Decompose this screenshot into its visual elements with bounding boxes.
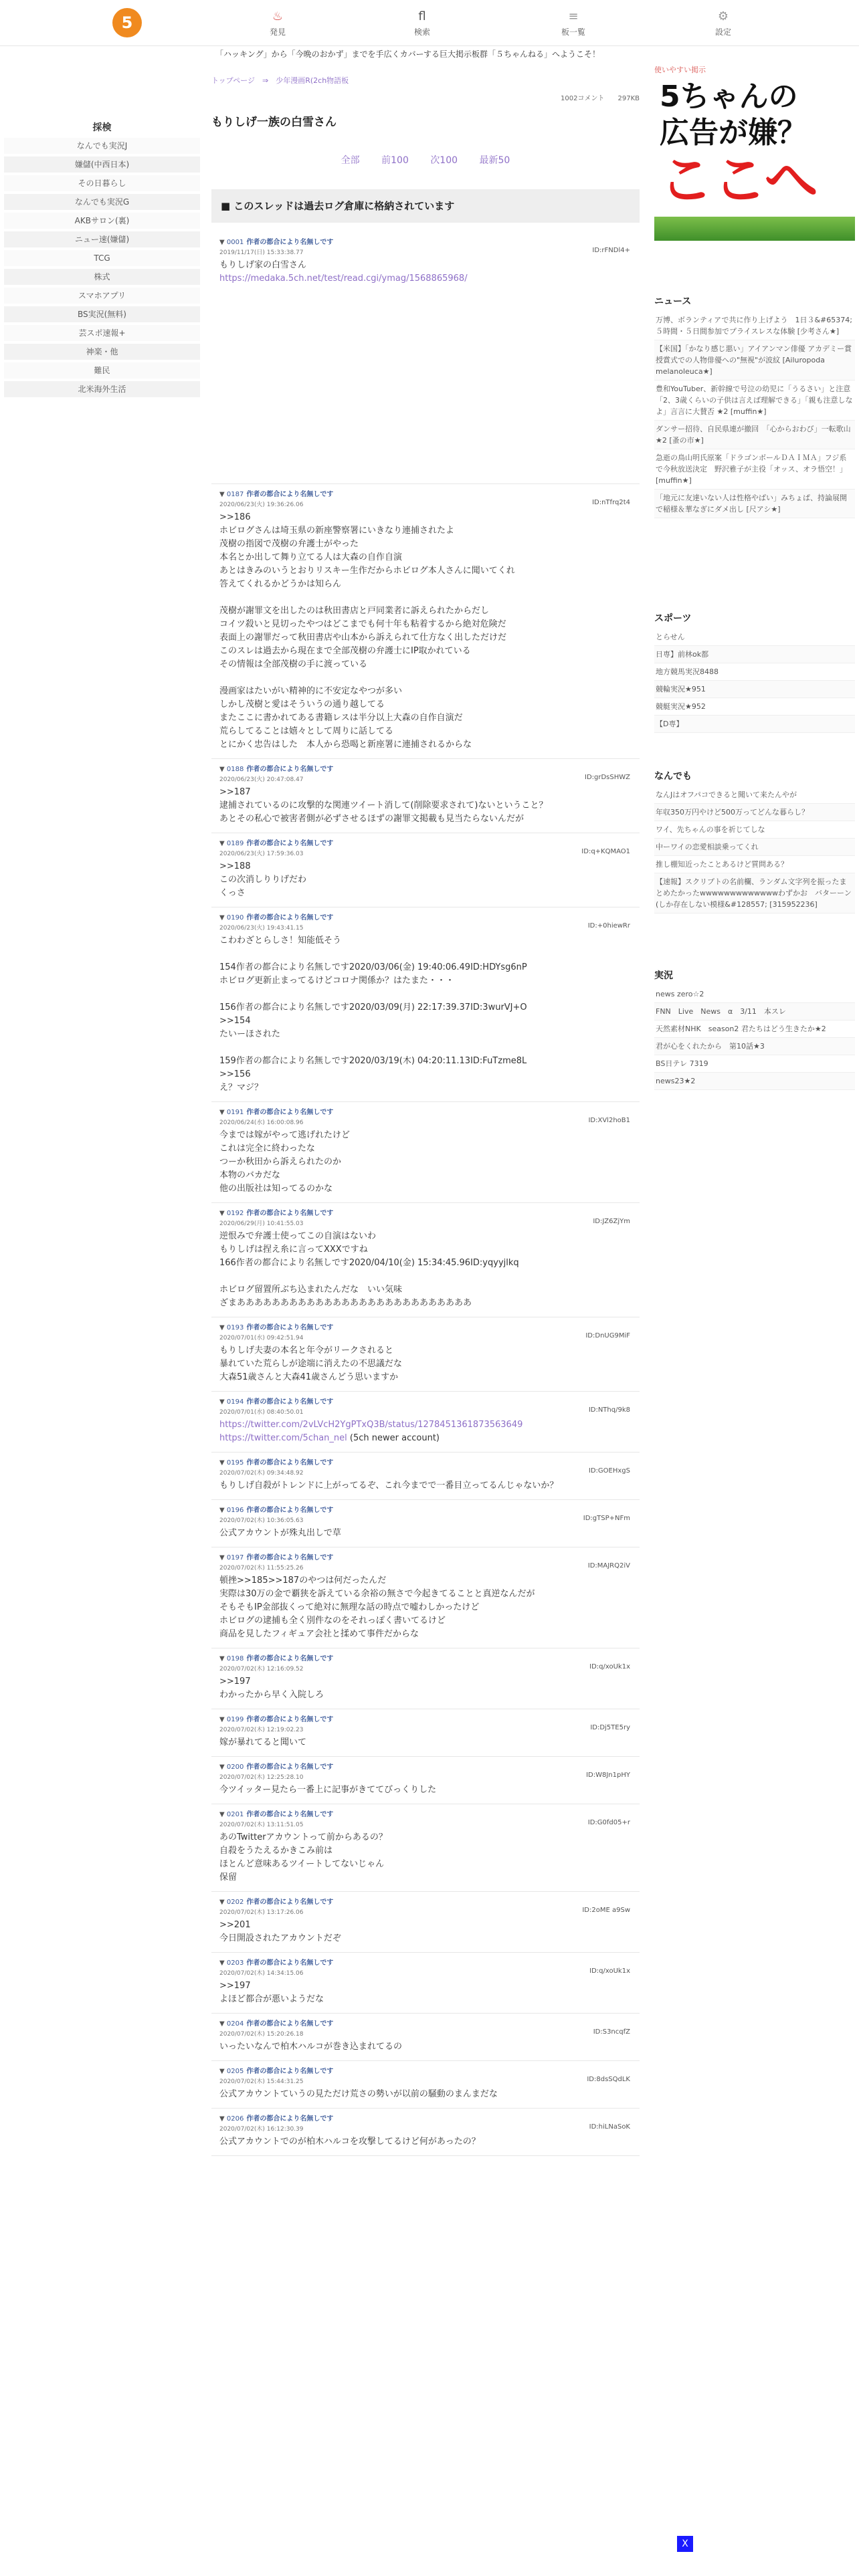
left-nav-item[interactable]: 神楽・他 [4, 344, 200, 360]
left-nav-item[interactable]: TCG [4, 250, 200, 266]
post-body: >>197 よほど都合が悪いようだな [219, 1981, 324, 2004]
post-id[interactable]: ID:JZ6ZjYm [593, 1218, 630, 1225]
left-nav-title: 採検 [92, 122, 112, 133]
post [211, 1547, 640, 1648]
post-date: 2020/06/23(火) 17:59:36.03 [219, 851, 304, 857]
news-item[interactable]: 豊和YouTuber、新幹線で号泣の幼児に「うるさい」と注意「2、3歳くらいの子供は言えば理解できる」「親も注意しなよ」言言に大賛否 ★2 [muffin★] [654, 381, 855, 421]
post-name: 作者の都合により名無しです [246, 491, 334, 498]
post [211, 1500, 640, 1547]
post-date: 2020/07/02(木) 12:19:02.23 [219, 1727, 304, 1733]
left-nav-item[interactable]: なんでも実況G [4, 194, 200, 210]
post-header: ▼ 0189 作者の都合により名無しです [219, 840, 334, 847]
post-id[interactable]: ID:nTfrq2t4 [592, 499, 630, 506]
post-id[interactable]: ID:q+KQMAO1 [581, 848, 630, 855]
post-number[interactable]: 0188 [226, 766, 244, 773]
misc-title: なんでも [654, 771, 692, 782]
tab-prev100[interactable]: 前100 [381, 155, 409, 166]
post-date: 2020/06/23(火) 20:47:08.47 [219, 776, 304, 783]
post-name: 作者の都合により名無しです [246, 1554, 334, 1562]
post-name: 作者の都合により名無しです [246, 1811, 334, 1818]
post-name: 作者の都合により名無しです [246, 2020, 334, 2028]
post-number[interactable]: 0190 [226, 914, 244, 922]
left-nav-item[interactable]: その日暮らし [4, 175, 200, 191]
post-id[interactable]: ID:W8Jn1pHY [586, 1772, 630, 1779]
post [211, 1709, 640, 1757]
post-date: 2020/07/02(木) 10:36:05.63 [219, 1517, 304, 1524]
live-item[interactable]: 君が心をくれたから 第10話★3 [654, 1038, 855, 1055]
post-name: 作者の都合により名無しです [246, 1763, 334, 1771]
post-body: 今ツイッター見たら一番上に記事がきててびっくりした [219, 1785, 437, 1795]
post-id[interactable]: ID:MAJRQ2iV [587, 1562, 630, 1570]
post-body: https://twitter.com/2vLVcH2YgPTxQ3B/status/1278451361873563649 https://twitter.com/5chan_nel (5ch newer account) [219, 1420, 523, 1443]
post [211, 759, 640, 833]
post-id[interactable]: ID:S3ncqfZ [593, 2028, 630, 2036]
post-body: >>187 逮捕されているのに攻撃的な関連ツイート消して(削除要求されて)ないということ？ あとその私心で被害者側が必ずさせるほずの謝罪文掲載も見当たらないんだが [219, 787, 548, 824]
live-item[interactable]: FNN Live News α 3/11 本スレ [654, 1003, 855, 1021]
post-date: 2020/06/23(火) 19:43:41.15 [219, 925, 304, 932]
post-body: >>201 今日開設されたアカウントだぞ [219, 1920, 341, 1943]
post-name: 作者の都合により名無しです [246, 1459, 334, 1467]
post-name: 作者の都合により名無しです [246, 1959, 334, 1967]
post-name: 作者の都合により名無しです [246, 840, 334, 847]
post-date: 2020/07/02(木) 12:16:09.52 [219, 1666, 304, 1673]
news-title: ニュース [654, 296, 692, 307]
nav-label: 発見 [269, 27, 286, 37]
sports-item[interactable]: 競輪実況★951 [654, 681, 855, 698]
post-number[interactable]: 0199 [226, 1716, 244, 1723]
ad-text-1: 5ちゃんの 広告が嫌？ [660, 80, 807, 150]
thread-meta: 1002コメント 297KB [561, 95, 640, 102]
post [211, 907, 640, 1102]
post-body: いったいなんで柏木ハルコが巻き込まれてるの [219, 2042, 403, 2052]
post-id[interactable]: ID:GOEHxgS [588, 1467, 630, 1475]
post-number[interactable]: 0202 [226, 1899, 244, 1906]
news-item[interactable]: ダンサー招待、自民県連が撤回 「心からおわび」一転歌山 ★2 [蚤の市★] [654, 421, 855, 449]
tab-next100[interactable]: 次100 [430, 155, 458, 166]
left-nav-item[interactable]: 難民 [4, 362, 200, 379]
post-number[interactable]: 0189 [226, 840, 244, 847]
post [211, 2061, 640, 2109]
misc-item[interactable]: 年収350万円やけど500万ってどんな暮らし？ [654, 804, 855, 821]
post-header: ▼ 0202 作者の都合により名無しです [219, 1899, 334, 1906]
post-name: 作者の都合により名無しです [246, 766, 334, 773]
post-header: ▼ 0193 作者の都合により名無しです [219, 1324, 334, 1331]
post-id[interactable]: ID:Dj5TE5ry [590, 1724, 630, 1731]
post-id[interactable]: ID:NThq/9k8 [588, 1406, 630, 1414]
post-number[interactable]: 0201 [226, 1811, 244, 1818]
ad-grass-image [654, 217, 855, 241]
post-body: >>197 わかったから早く入院しろ [219, 1677, 324, 1700]
post-id[interactable]: ID:q/xoUk1x [589, 1967, 630, 1975]
post-id[interactable]: ID:grDsSHWZ [585, 774, 630, 781]
left-board-nav [0, 120, 204, 400]
post-name: 作者の都合により名無しです [246, 1716, 334, 1723]
tab-latest50[interactable]: 最新50 [479, 155, 510, 166]
post-body: 今までは嫁がやって逃げれたけど これは完全に終わったな つーか秋田から訴えられたのか 本物のバカだな 他の出版社は知ってるのかな [219, 1130, 351, 1194]
nav-label: 板一覧 [561, 27, 585, 37]
sports-section [654, 611, 855, 733]
thread-title: もりしげ一族の白雪さん [211, 116, 337, 129]
post-number[interactable]: 0193 [226, 1324, 244, 1331]
post-number[interactable]: 0204 [226, 2020, 244, 2028]
post-name: 作者の都合により名無しです [246, 1109, 334, 1116]
post-id[interactable]: ID:2oME a9Sw [582, 1907, 630, 1914]
misc-item[interactable]: なんJはオフパコできると聞いて来たんやが [654, 786, 855, 804]
post-date: 2020/07/02(木) 16:12:30.39 [219, 2126, 304, 2133]
post-header: ▼ 0198 作者の都合により名無しです [219, 1655, 334, 1662]
live-title: 実況 [654, 970, 673, 981]
nav-search[interactable] [392, 9, 452, 37]
post [211, 833, 640, 907]
archive-notice: ■ このスレッドは過去ログ倉庫に格納されています [211, 189, 640, 223]
news-item[interactable]: 急逝の鳥山明氏原案「ドラゴンボールＤＡＩＭＡ」フジ系で今秋放送決定 野沢雅子が主役「オッス、オラ悟空！」 [muffin★] [654, 449, 855, 490]
misc-item[interactable]: 推し棚知近ったことあるけど質問ある？ [654, 856, 855, 873]
post-body: 公式アカウントが殊丸出しで草 [219, 1528, 341, 1538]
nav-settings[interactable] [693, 9, 753, 37]
post-header: ▼ 0197 作者の都合により名無しです [219, 1554, 334, 1562]
left-nav-item[interactable]: 嫌儲(中西日本) [4, 156, 200, 173]
sports-item[interactable]: 競艇実況★952 [654, 698, 855, 716]
post-body: もりしげ自殺がトレンドに上がってるぞ、これ今までで一番目立ってるんじゃないか？ [219, 1481, 559, 1491]
post-body: あのTwitterアカウントって前からあるの？ 自殺をうたえるかきこみ前は ほとんど意味あるツイートしてないじゃん 保留 [219, 1832, 387, 1883]
misc-item[interactable]: ワイ、先ちゃんの事を祈じてしな [654, 821, 855, 839]
thread-main [211, 75, 640, 2156]
post-body: もりしげ夫妻の本名と年令がリークされると 暴れていた荒らしが途端に消えたの不思議だな 大森51歳さんと大森41歳さんどう思いますか [219, 1346, 403, 1382]
post-name: 作者の都合により名無しです [246, 2115, 334, 2123]
post-name: 作者の都合により名無しです [246, 1324, 334, 1331]
post-number[interactable]: 0205 [226, 2068, 244, 2075]
post [211, 1892, 640, 1953]
post-id[interactable]: ID:hiLNaSoK [589, 2123, 630, 2131]
post-number[interactable]: 0196 [226, 1507, 244, 1514]
post-number[interactable]: 0192 [226, 1210, 244, 1217]
post-body: 頓挫>>185>>187のやつは何だったんだ 実際は30万の金で覇狭を訴えている余裕の無さで今起きてることと真逆なんだが そもそもIP金部抜くって絶対に無理な話の時点で嘘わしかったけど ホビログの逮捕も全く別件なのをそれっぽく書いてるけど 商品を見したフィギュア会社と揉めて事件だからな [219, 1576, 535, 1639]
misc-item[interactable]: 中ーワイの恋愛相談乗ってくれ [654, 839, 855, 856]
post-body: こわわざとらしさ！知能低そう 154作者の都合により名無しです2020/03/06(金) 19:40:06.49ID:HDYsg6nP ホビログ更新止まってるけどコロナ関係か？はたまた・・・ 156作者の都合により名無しです2020/03/09(月) 22:17:39.37ID:3wurVJ+O >>154 たいーほされた 159作者の都合により名無しです2020/03/19(木) 04:20:11.13ID:FuTzme8L >>156 え？マジ？ [219, 936, 527, 1093]
post-header: ▼ 0192 作者の都合により名無しです [219, 1210, 334, 1217]
post-id[interactable]: ID:gTSP+NFm [583, 1515, 630, 1522]
post-date: 2020/07/02(木) 09:34:48.92 [219, 1470, 304, 1477]
post-date: 2020/07/01(水) 09:42:51.94 [219, 1335, 304, 1341]
post-name: 作者の都合により名無しです [246, 1899, 334, 1906]
post-date: 2020/07/02(木) 13:11:51.05 [219, 1822, 304, 1828]
post-number[interactable]: 0191 [226, 1109, 244, 1116]
post [211, 2109, 640, 2156]
post-body: もりしげ家の白雪さん https://medaka.5ch.net/test/read.cgi/ymag/1568865968/ [219, 260, 468, 284]
post-number[interactable]: 0195 [226, 1459, 244, 1467]
nav-label: 検索 [413, 27, 430, 37]
post-number[interactable]: 0206 [226, 2115, 244, 2123]
news-ticker[interactable]: 「ハッキング」から「今晩のおかず」までを手広くカバーする巨大掲示板群「５ちゃんねる」へようこそ！ [215, 49, 601, 59]
post-header: ▼ 0196 作者の都合により名無しです [219, 1507, 334, 1514]
post-name: 作者の都合により名無しです [246, 1210, 334, 1217]
post-date: 2020/07/02(木) 15:44:31.25 [219, 2078, 304, 2085]
post-name: 作者の都合により名無しです [246, 1655, 334, 1662]
post-header: ▼ 0194 作者の都合により名無しです [219, 1398, 334, 1406]
thread-tabs [211, 153, 640, 167]
post-header: ▼ 0191 作者の都合により名無しです [219, 1109, 334, 1116]
post-date: 2020/07/02(木) 15:20:26.18 [219, 2031, 304, 2038]
sports-item[interactable]: 【D専】 [654, 716, 855, 733]
post-header: ▼ 0188 作者の都合により名無しです [219, 766, 334, 773]
post-body: 公式アカウントていうの見ただけ荒さの勢いが以前の騒動のまんまだな [219, 2089, 498, 2099]
live-item[interactable]: news23★2 [654, 1073, 855, 1090]
post-id[interactable]: ID:8dsSQdLK [587, 2076, 630, 2083]
post [211, 232, 640, 484]
post-header: ▼ 0190 作者の都合により名無しです [219, 914, 334, 922]
live-item[interactable]: BS日テレ 7319 [654, 1055, 855, 1073]
post-id[interactable]: ID:G0fd05+r [587, 1819, 630, 1826]
post-body: >>188 この次消しりりげだわ くっさ [219, 861, 307, 898]
post-name: 作者の都合により名無しです [246, 1398, 334, 1406]
fire-icon: ♨ [272, 9, 284, 23]
post [211, 1102, 640, 1203]
left-nav-item[interactable]: 芸スポ速報+ [4, 325, 200, 341]
post-date: 2020/07/02(木) 13:17:26.06 [219, 1909, 304, 1916]
nav-boards[interactable] [543, 9, 603, 37]
misc-section [654, 769, 855, 914]
post-header: ▼ 0199 作者の都合により名無しです [219, 1716, 334, 1723]
post-id[interactable]: ID:XVl2hoB1 [588, 1117, 630, 1124]
post-date: 2019/11/17(日) 15:33:38.77 [219, 249, 304, 256]
post-header: ▼ 0187 作者の都合により名無しです [219, 491, 334, 498]
news-section [654, 294, 855, 518]
post-number[interactable]: 0001 [226, 239, 244, 246]
news-item[interactable]: 【米国】「かなり感じ悪い」アイアンマン俳優 アカデミー賞授賞式での人物俳優への"無視"が波紋 [Ailuropoda melanoleuca★] [654, 340, 855, 381]
post-id[interactable]: ID:rFNDl4+ [592, 247, 630, 254]
post [211, 484, 640, 759]
ad-label: 使いやすい掲示 [654, 66, 706, 74]
post-header: ▼ 0205 作者の都合により名無しです [219, 2068, 334, 2075]
nav-discover[interactable] [248, 9, 308, 37]
news-item[interactable]: 万博、ボランティアで共に作り上げよう 1日３&#65374;５時間・５日間参加でプライスレスな体験 [少考さん★] [654, 312, 855, 340]
post-date: 2020/07/02(木) 11:55:25.26 [219, 1565, 304, 1572]
post-number[interactable]: 0197 [226, 1554, 244, 1562]
tab-all[interactable]: 全部 [341, 155, 360, 166]
post-list [211, 232, 640, 2156]
live-section [654, 968, 855, 1090]
post-id[interactable]: ID:+0hiewRr [587, 922, 630, 930]
close-ad-button[interactable]: X [677, 2536, 693, 2552]
left-nav-item[interactable]: BS実況(無料) [4, 306, 200, 322]
breadcrumb[interactable]: トップページ ⇒ 少年漫画R(2ch物語板 [211, 76, 349, 85]
post-date: 2020/06/29(月) 10:41:55.03 [219, 1220, 304, 1227]
site-header [0, 0, 859, 46]
post-header: ▼ 0195 作者の都合により名無しです [219, 1459, 334, 1467]
post-header: ▼ 0001 作者の都合により名無しです [219, 239, 334, 246]
post [211, 1757, 640, 1804]
left-nav-item[interactable]: なんでも実況J [4, 138, 200, 154]
post-id[interactable]: ID:DnUG9MiF [585, 1332, 630, 1339]
post-body: >>186 ホビログさんは埼玉県の新座警察署にいきなり連捕されたよ 茂樹の指図で茂樹の弁護士がやった 本名とか出して舞り立てる人は大森の自作自演 あとはきみのいうとおりリスキー生作だからホビログ本人さんに聞いてくれ 答えてくれるかどうかは知らん 茂樹が謝罪文を出したのは秋田書店と戸同業者に訴えられたからだし コイツ殺いと見切ったやつはどこまでも何十年も粘着するから絶対危険だ 表面上の謝罪だって秋田書店や山本から訴えられて仕方なく出しただけだ このスレは過去から現在まで全部茂樹の弁護士にIP取かれている その情報は全部茂樹の手に渡っている 漫画家はたいがい精神的に不安定なやつが多い しかし茂樹と愛はそういうの通り越してる またここに書かれてある書籍レスは半分以上大森の自作自演だ 荒らしてることは嬉々として周りに話してる とにかく忠告はした 本人から恐喝と新座署に連捕されるからな [219, 512, 515, 750]
post [211, 1453, 640, 1500]
post-date: 2020/07/02(木) 12:25:28.10 [219, 1774, 304, 1781]
live-item[interactable]: news zero☆2 [654, 986, 855, 1003]
post [211, 1392, 640, 1453]
post-header: ▼ 0201 作者の都合により名無しです [219, 1811, 334, 1818]
post-number[interactable]: 0198 [226, 1655, 244, 1662]
sports-item[interactable]: 日専】前林ok都 [654, 646, 855, 663]
post-header: ▼ 0200 作者の都合により名無しです [219, 1763, 334, 1771]
post-name: 作者の都合により名無しです [246, 2068, 334, 2075]
post-number[interactable]: 0200 [226, 1763, 244, 1771]
post-body: 逆恨みで弁護士使ってこの自演はないわ もりしげは捏え糸に言ってXXXですね 166作者の都合により名無しです2020/04/10(金) 15:34:45.96ID:yqyyjlkq ホビログ留置所ぶち込まれたんだな いい気味 ざまあああああああああああああああああああああああああああ [219, 1231, 519, 1308]
left-nav-item[interactable]: スマホアプリ [4, 288, 200, 304]
post [211, 1648, 640, 1709]
ad-text-2: ここへ [660, 149, 818, 211]
post-header: ▼ 0206 作者の都合により名無しです [219, 2115, 334, 2123]
left-nav-item[interactable]: 株式 [4, 269, 200, 285]
post [211, 2014, 640, 2061]
ad-banner[interactable] [654, 75, 855, 241]
post-date: 2020/07/02(木) 14:34:15.06 [219, 1970, 304, 1977]
post-header: ▼ 0204 作者の都合により名無しです [219, 2020, 334, 2028]
post-number[interactable]: 0203 [226, 1959, 244, 1967]
post [211, 1953, 640, 2014]
post-header: ▼ 0203 作者の都合により名無しです [219, 1959, 334, 1967]
post-number[interactable]: 0194 [226, 1398, 244, 1406]
post-date: 2020/06/23(火) 19:36:26.06 [219, 502, 304, 508]
post-body: 公式アカウントでのが柏木ハルコを攻撃してるけど何があったの？ [219, 2137, 480, 2147]
post-name: 作者の都合により名無しです [246, 239, 334, 246]
post-number[interactable]: 0187 [226, 491, 244, 498]
post-id[interactable]: ID:q/xoUk1x [589, 1663, 630, 1671]
list-icon: ≡ [568, 9, 579, 23]
post-name: 作者の都合により名無しです [246, 1507, 334, 1514]
site-logo[interactable]: 5 [112, 8, 142, 37]
search-icon: fl [418, 9, 426, 23]
left-nav-item[interactable]: 北米海外生活 [4, 381, 200, 397]
post [211, 1804, 640, 1892]
post [211, 1317, 640, 1392]
sports-item[interactable]: とらせん [654, 629, 855, 646]
news-item[interactable]: 「地元に友達いない人は性格やばい」みちょぱ、持論展開で稲様＆華なぎにダメ出し [尺アシ★] [654, 490, 855, 518]
post-name: 作者の都合により名無しです [246, 914, 334, 922]
sports-item[interactable]: 地方競馬実況8488 [654, 663, 855, 681]
gear-icon: ⚙ [717, 9, 729, 23]
post-date: 2020/06/24(水) 16:00:08.96 [219, 1119, 304, 1126]
post [211, 1203, 640, 1317]
live-item[interactable]: 天然素材NHK season2 君たちはどう生きたか★2 [654, 1021, 855, 1038]
sports-title: スポーツ [654, 613, 692, 624]
nav-label: 設定 [714, 27, 731, 37]
left-nav-item[interactable]: AKBサロン(裏) [4, 213, 200, 229]
post-body: 嫁が暴れてると聞いて [219, 1737, 307, 1747]
left-nav-item[interactable]: ニュー速(嫌儲) [4, 231, 200, 247]
misc-item[interactable]: 【速報】スクリプトの名前欄、ランダム文字列を振ったまとめたかったwwwwwwwwwwwwwわずかお バターーン(しか存在しない模様&#128557; [315952236] [654, 873, 855, 914]
post-date: 2020/07/01(水) 08:40:50.01 [219, 1409, 304, 1416]
